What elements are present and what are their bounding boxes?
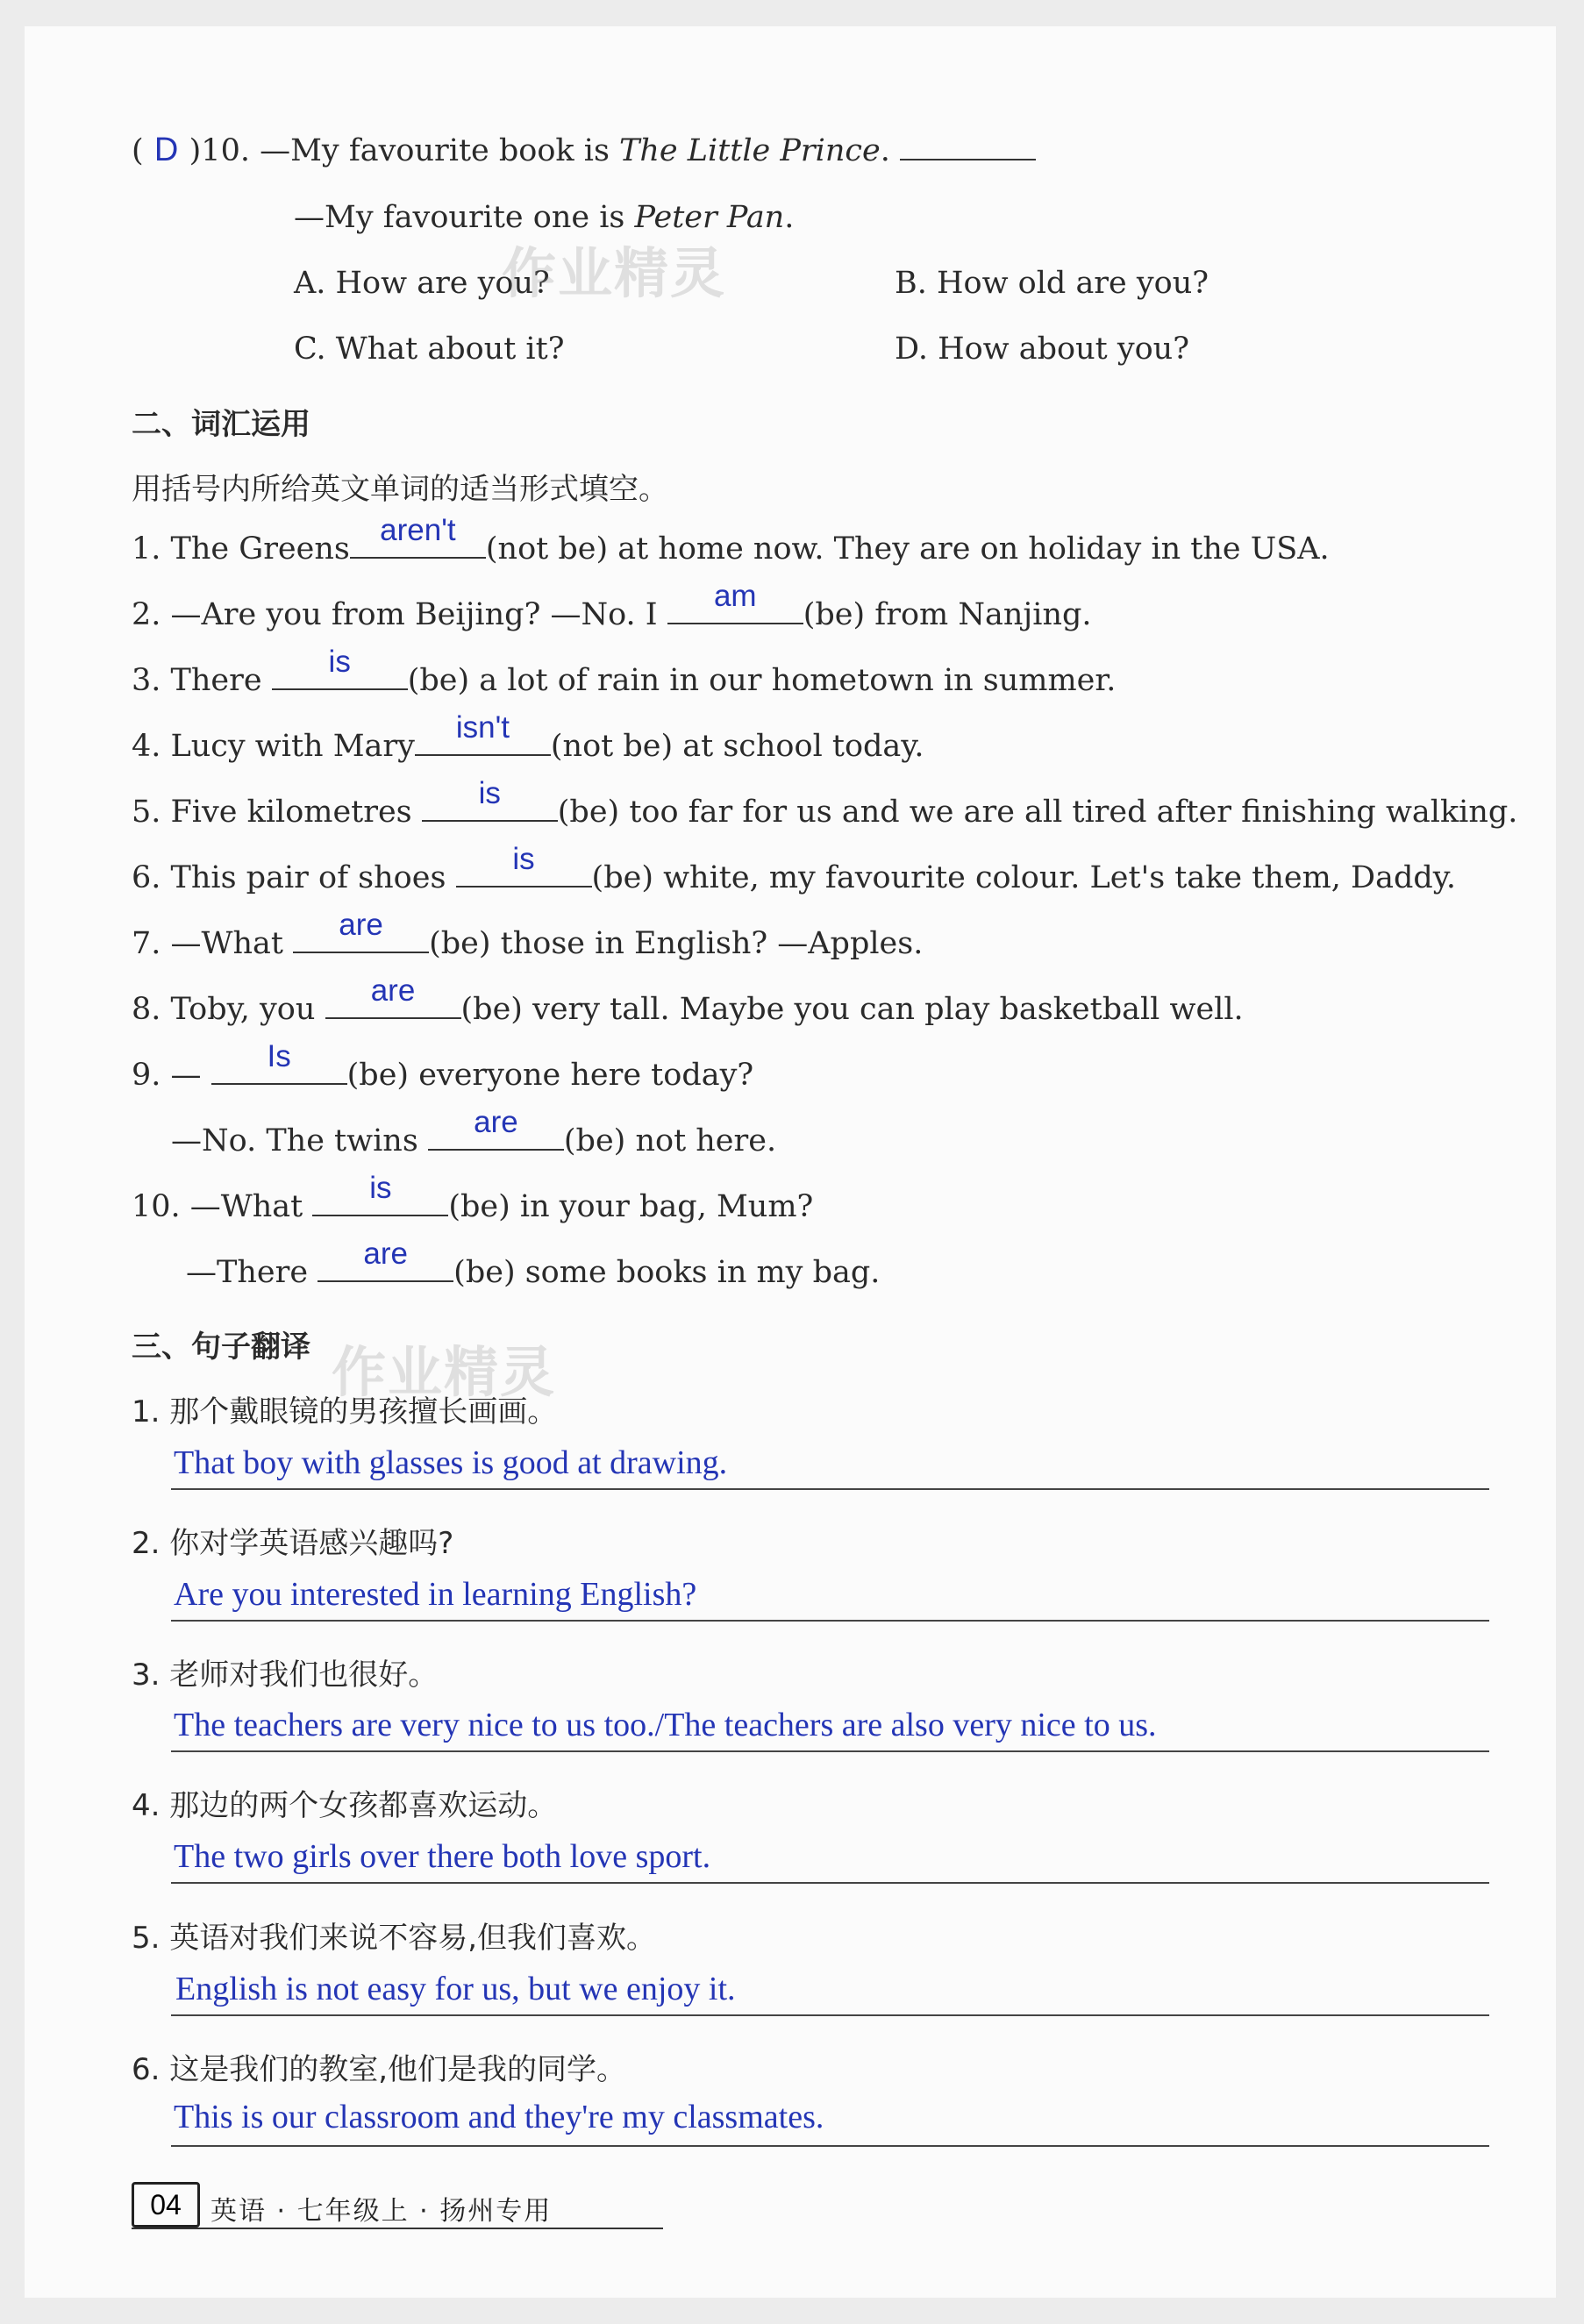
answer-blank xyxy=(211,1039,347,1085)
translation-question: 4. 那边的两个女孩都喜欢运动。 xyxy=(132,1788,558,1823)
translation-answer: English is not easy for us, but we enjoy it. xyxy=(175,1971,736,2007)
translation-question: 3. 老师对我们也很好。 xyxy=(132,1657,439,1693)
answer-text: are xyxy=(363,1237,408,1271)
answer-line xyxy=(171,1882,1489,1884)
answer-text: are xyxy=(370,973,416,1008)
answer-text: is xyxy=(369,1171,392,1205)
translation-answer: The teachers are very nice to us too./The teachers are also very nice to us. xyxy=(174,1707,1157,1743)
answer-blank xyxy=(325,973,461,1019)
option-b: B. How old are you? xyxy=(895,266,1209,301)
translation-question: 2. 你对学英语感兴趣吗? xyxy=(132,1526,454,1561)
answer-line xyxy=(171,1750,1489,1752)
book-title-2: Peter Pan xyxy=(634,200,785,235)
book-title-footer: 英语 · 七年级上 · 扬州专用 xyxy=(210,2196,553,2227)
mc-answer: D xyxy=(153,132,179,168)
translation-question: 6. 这是我们的教室,他们是我的同学。 xyxy=(132,2052,627,2087)
section-instruction: 用括号内所给英文单词的适当形式填空。 xyxy=(132,472,668,507)
book-title: The Little Prince xyxy=(619,133,881,168)
fill-item: 3. There is (be) a lot of rain in our hometown in summer. xyxy=(132,645,1117,698)
answer-line xyxy=(171,1488,1489,1490)
mc-blank xyxy=(900,132,1036,160)
answer-text: are xyxy=(339,908,383,942)
answer-line xyxy=(171,2145,1489,2147)
answer-text: Is xyxy=(267,1039,291,1073)
answer-blank xyxy=(456,842,592,888)
watermark: 作业精灵 xyxy=(332,1340,557,1404)
answer-text: is xyxy=(478,776,501,810)
answer-line xyxy=(171,1620,1489,1622)
page-footer xyxy=(132,2182,663,2229)
fill-item: 6. This pair of shoes is (be) white, my favourite colour. Let's take them, Daddy. xyxy=(132,842,1457,895)
answer-text: am xyxy=(713,579,757,613)
translation-question: 5. 英语对我们来说不容易,但我们喜欢。 xyxy=(132,1921,657,1956)
fill-item: 5. Five kilometres is (be) too far for us and we are all tired after finishing walking. xyxy=(132,776,1518,830)
section-heading-translation: 三、句子翻译 xyxy=(132,1330,310,1365)
mc-question-10-line2: —My favourite one is Peter Pan. xyxy=(294,200,795,235)
answer-text: isn't xyxy=(455,710,510,745)
option-a: A. How are you? xyxy=(294,266,550,301)
answer-text: is xyxy=(328,645,351,679)
answer-blank xyxy=(293,908,429,953)
fill-item: 10. —What is (be) in your bag, Mum? xyxy=(132,1171,814,1224)
translation-answer: That boy with glasses is good at drawing. xyxy=(174,1444,728,1481)
answer-blank xyxy=(428,1105,564,1151)
option-c: C. What about it? xyxy=(294,331,565,367)
section-heading-vocabulary: 二、词汇运用 xyxy=(132,407,310,442)
answer-blank xyxy=(422,776,558,822)
answer-blank xyxy=(272,645,408,690)
answer-blank xyxy=(667,579,803,624)
answer-text: are xyxy=(474,1105,518,1139)
answer-text: aren't xyxy=(380,513,456,547)
answer-blank xyxy=(312,1171,448,1216)
answer-line xyxy=(171,2014,1489,2016)
fill-item: 4. Lucy with Mary isn't (not be) at school today. xyxy=(132,710,924,764)
option-d: D. How about you? xyxy=(895,331,1189,367)
fill-item: 9. — Is (be) everyone here today? xyxy=(132,1039,754,1093)
fill-item: 2. —Are you from Beijing? —No. I am (be) from Nanjing. xyxy=(132,579,1092,632)
fill-item: —No. The twins are (be) not here. xyxy=(171,1105,777,1158)
page-number: 04 xyxy=(132,2182,200,2228)
answer-blank xyxy=(350,513,486,559)
fill-item: 1. The Greens aren't (not be) at home now. They are on holiday in the USA. xyxy=(132,513,1330,567)
fill-item: 7. —What are (be) those in English? —Apples. xyxy=(132,908,924,961)
translation-answer: This is our classroom and they're my classmates. xyxy=(174,2099,824,2135)
mc-question-10: ( D )10. —My favourite book is The Little Prince. xyxy=(132,132,1036,169)
answer-blank xyxy=(415,710,551,756)
fill-item: 8. Toby, you are (be) very tall. Maybe you can play basketball well. xyxy=(132,973,1244,1027)
translation-answer: The two girls over there both love sport. xyxy=(174,1838,711,1875)
translation-question: 1. 那个戴眼镜的男孩擅长画画。 xyxy=(132,1394,558,1429)
fill-item: —There are (be) some books in my bag. xyxy=(186,1237,881,1290)
answer-blank xyxy=(318,1237,453,1282)
worksheet-page xyxy=(25,26,1556,2298)
translation-answer: Are you interested in learning English? xyxy=(174,1576,697,1613)
watermark: 作业精灵 xyxy=(502,241,727,305)
answer-text: is xyxy=(512,842,535,876)
